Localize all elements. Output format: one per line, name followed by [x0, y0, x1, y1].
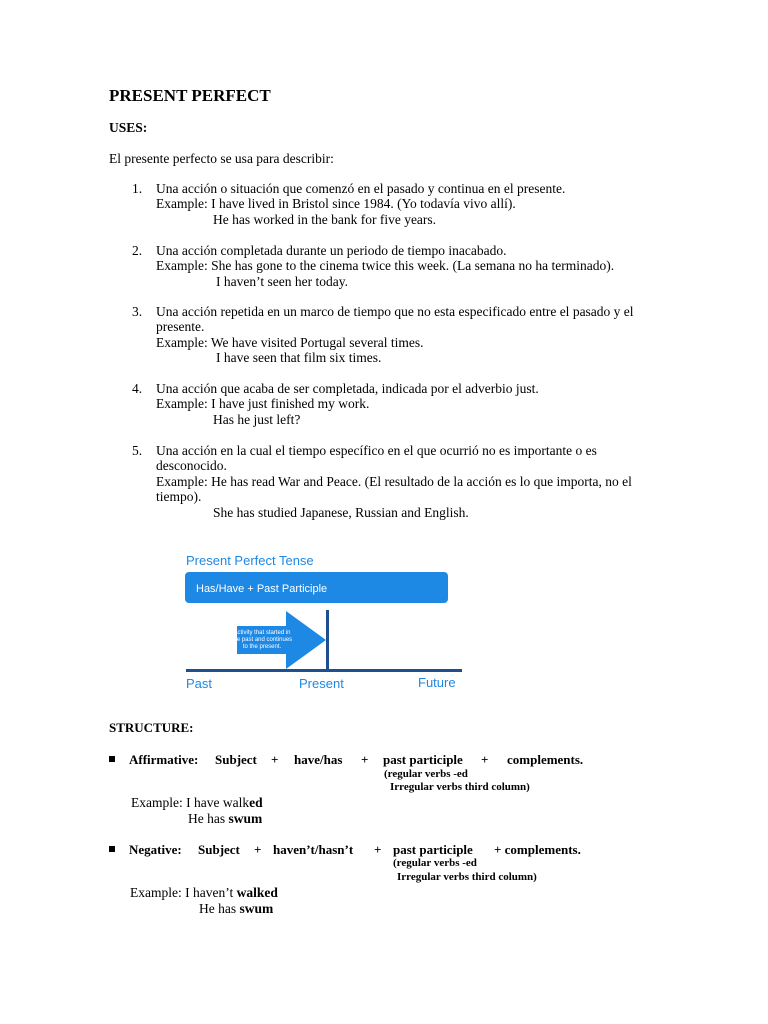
example-line: He has worked in the bank for five years. — [213, 211, 437, 227]
negative-participle: past participle — [393, 842, 473, 857]
affirmative-row — [109, 752, 198, 768]
example-line: Example: I have lived in Bristol since 1984. (Yo todavía vivo allí). — [156, 196, 516, 212]
example-line: Example: She has gone to the cinema twice this week. (La semana no ha terminado). — [156, 258, 615, 274]
arrow-text: the past and continues — [231, 637, 293, 643]
list-item-text: Una acción o situación que comenzó en el pasado y continua en el presente. — [156, 181, 566, 196]
arrow-text: to the present. — [242, 644, 282, 650]
bullet-icon — [109, 756, 115, 762]
example-line: Example: We have visited Portugal several times. — [156, 334, 424, 350]
negative-complements: + complements. — [494, 842, 581, 857]
negative-aux: haven’t/hasn’t — [273, 842, 354, 857]
example-line: tiempo). — [156, 489, 202, 505]
structure-heading: STRUCTURE: — [109, 720, 194, 735]
example-line: Example: I have just finished my work. — [156, 396, 370, 412]
list-number: 4. — [132, 381, 143, 396]
affirmative-label: Affirmative: — [129, 752, 199, 767]
list-number: 2. — [132, 243, 143, 258]
regular-note: (regular verbs -ed — [393, 857, 477, 869]
example-line: I have seen that film six times. — [216, 350, 382, 366]
list-item-text: Una acción completada durante un periodo de tiempo inacabado. — [156, 243, 507, 258]
list-item-text: presente. — [156, 319, 205, 335]
negative-label: Negative: — [129, 842, 182, 857]
future-label: Future — [418, 675, 456, 690]
past-label: Past — [186, 676, 213, 691]
list-item-text: Una acción repetida en un marco de tiempo que no esta especificado entre el pasado y el — [156, 304, 634, 319]
formula-text: Has/Have + Past Participle — [196, 583, 328, 595]
example-line: I haven’t seen her today. — [216, 273, 348, 289]
affirmative-example-2: He has swum — [188, 811, 263, 826]
arrow-text: Activity that started in — [233, 630, 291, 636]
irregular-note: Irregular verbs third column) — [390, 781, 530, 793]
intro-text: El presente perfecto se usa para describir: — [109, 151, 334, 166]
diagram-title: Present Perfect Tense — [186, 553, 314, 568]
list-item-text: desconocido. — [156, 458, 227, 474]
negative-row — [109, 842, 182, 858]
plus-sign: + — [254, 842, 262, 857]
plus-sign: + — [271, 752, 279, 767]
list-item-text: Una acción en la cual el tiempo específico en el que ocurrió no es importante o es — [156, 443, 597, 458]
negative-example: Example: I haven’t walked — [130, 885, 278, 900]
timeline — [186, 669, 462, 672]
present-label: Present — [299, 676, 344, 691]
negative-subject: Subject — [198, 842, 240, 857]
negative-example-2: He has swum — [199, 901, 274, 916]
list-number: 1. — [132, 181, 143, 196]
regular-note: (regular verbs -ed — [384, 768, 468, 780]
plus-sign: + — [374, 842, 382, 857]
example-line: Example: He has read War and Peace. (El resultado de la acción es lo que importa, no el — [156, 473, 632, 489]
affirmative-aux: have/has — [294, 752, 343, 767]
list-item-text: Una acción que acaba de ser completada, indicada por el adverbio just. — [156, 381, 539, 396]
present-perfect-diagram — [180, 548, 466, 696]
bullet-icon — [109, 846, 115, 852]
plus-sign: + — [481, 752, 489, 767]
affirmative-complements: complements. — [507, 752, 584, 767]
affirmative-subject: Subject — [215, 752, 257, 767]
uses-heading: USES: — [109, 120, 148, 135]
irregular-note: Irregular verbs third column) — [397, 871, 537, 883]
list-number: 5. — [132, 443, 143, 458]
list-number: 3. — [132, 304, 143, 319]
affirmative-example: Example: I have walked — [131, 795, 263, 810]
page-title: PRESENT PERFECT — [109, 86, 271, 105]
plus-sign: + — [361, 752, 369, 767]
present-marker — [326, 610, 329, 672]
example-line: She has studied Japanese, Russian and English. — [213, 504, 469, 520]
affirmative-participle: past participle — [383, 752, 463, 767]
example-line: Has he just left? — [213, 411, 301, 427]
